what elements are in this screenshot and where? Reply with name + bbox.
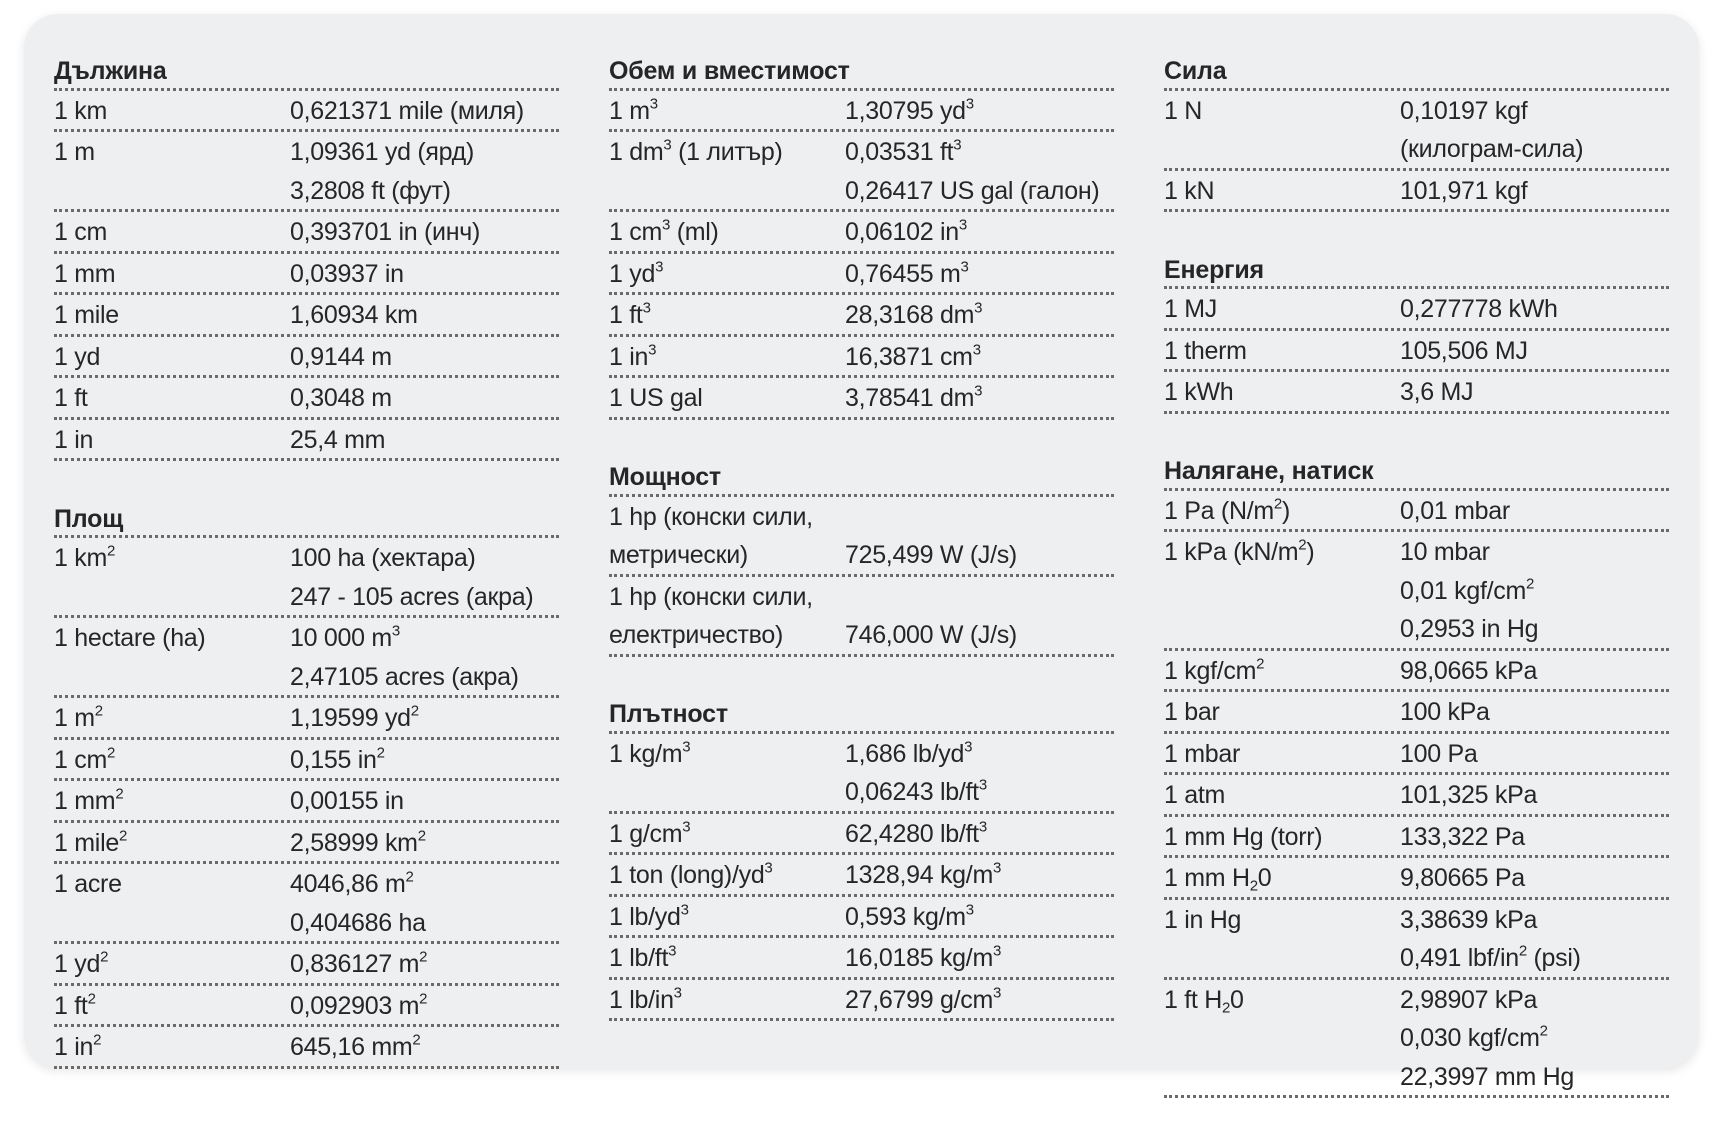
equivalent-values <box>290 618 559 695</box>
equivalent-value: 10 mbar <box>1400 538 1490 566</box>
unit-label-line: 1 $in^3$ <box>609 341 657 371</box>
equivalent-values <box>290 378 559 417</box>
unit-label-line: 1 hp (конски сили, <box>609 502 813 531</box>
unit-label <box>609 497 845 574</box>
unit-label <box>1164 171 1400 210</box>
equivalent-values <box>1400 734 1669 773</box>
unit-label <box>609 897 845 936</box>
equivalent-value: 1328,94 $kg/m^3$ <box>845 859 1002 889</box>
equivalent-values <box>845 734 1114 811</box>
equivalent-value: 27,6799 $g/cm^3$ <box>845 984 1002 1014</box>
conversion-row <box>1164 651 1669 693</box>
unit-label <box>54 378 290 417</box>
equivalent-values <box>290 864 559 941</box>
unit-label <box>609 295 845 334</box>
conversion-row <box>609 814 1114 856</box>
equivalent-value: 645,16 $mm^2$ <box>290 1031 421 1061</box>
unit-label <box>609 212 845 251</box>
section-title: Налягане, натиск <box>1164 452 1669 491</box>
unit-label-line: 1 mile$^2$ <box>54 827 127 857</box>
equivalent-values <box>290 91 559 130</box>
equivalent-value: 0,491 lbf/$in^2$ (psi) <box>1400 942 1581 972</box>
equivalent-values <box>845 212 1114 251</box>
unit-label-line: 1 mm $H_20$ <box>1164 864 1272 895</box>
conversion-section <box>54 52 559 461</box>
conversion-section <box>1164 52 1669 212</box>
unit-label <box>609 980 845 1019</box>
section-title: Сила <box>1164 52 1669 91</box>
equivalent-value: 101,325 kPa <box>1400 781 1538 809</box>
equivalent-value: 28,3168 $dm^3$ <box>845 299 983 329</box>
unit-label-line: 1 mbar <box>1164 739 1241 768</box>
equivalent-value: 2,58999 $km^2$ <box>290 827 426 857</box>
section-title: Дължина <box>54 52 559 91</box>
conversion-row <box>609 497 1114 577</box>
section-title: Площ <box>54 500 559 539</box>
equivalent-values <box>845 254 1114 293</box>
conversion-row <box>1164 289 1669 331</box>
equivalent-value: 4046,86 $m^2$ <box>290 868 414 898</box>
equivalent-value: 0,26417 US gal (галон) <box>845 176 1100 205</box>
conversion-row <box>609 295 1114 337</box>
equivalent-values <box>290 1027 559 1066</box>
unit-label-line: 1 $in^2$ <box>54 1031 102 1061</box>
unit-label <box>1164 980 1400 1096</box>
conversion-row <box>54 295 559 337</box>
conversion-row <box>54 212 559 254</box>
equivalent-value: 1,19599 $yd^2$ <box>290 702 419 732</box>
equivalent-values <box>290 740 559 779</box>
conversion-row <box>609 855 1114 897</box>
conversion-row <box>1164 817 1669 859</box>
unit-label <box>1164 900 1400 977</box>
equivalent-values <box>1400 692 1669 731</box>
conversion-row <box>54 740 559 782</box>
unit-label-line: 1 ft $H_20$ <box>1164 985 1244 1016</box>
column-2 <box>609 52 1114 1060</box>
unit-label-line: 1 m <box>54 138 95 166</box>
unit-label <box>54 781 290 820</box>
unit-label <box>54 91 290 130</box>
equivalent-value: 1,686 $lb/yd^3$ <box>845 738 973 768</box>
unit-label <box>609 938 845 977</box>
unit-label-line: 1 $m^3$ <box>609 95 658 125</box>
unit-label-line: електричество) <box>609 621 784 649</box>
equivalent-values <box>1400 491 1669 530</box>
column-3 <box>1164 52 1669 1137</box>
column-1 <box>54 52 559 1107</box>
conversion-row <box>1164 372 1669 414</box>
equivalent-values <box>290 132 559 209</box>
equivalent-values <box>845 295 1114 334</box>
conversion-row <box>54 378 559 420</box>
equivalent-values <box>845 577 1114 654</box>
unit-label <box>609 254 845 293</box>
equivalent-values <box>845 897 1114 936</box>
equivalent-values <box>1400 817 1669 856</box>
equivalent-value: 0,621371 mile (миля) <box>290 96 524 125</box>
unit-label <box>1164 817 1400 856</box>
equivalent-value: 133,322 Pa <box>1400 822 1525 851</box>
unit-label <box>54 698 290 737</box>
equivalent-value: 1,60934 km <box>290 301 418 329</box>
equivalent-value: 62,4280 $lb/ft^3$ <box>845 818 987 848</box>
equivalent-value: 3,38639 kPa <box>1400 905 1538 934</box>
equivalent-value: 725,499 W (J/s) <box>845 541 1017 569</box>
unit-label-line: 1 in Hg <box>1164 905 1242 934</box>
unit-label <box>54 132 290 209</box>
unit-label-line: 1 mile <box>54 301 119 329</box>
equivalent-value: 0,00155 in <box>290 787 404 815</box>
conversion-row <box>54 864 559 944</box>
conversion-section <box>1164 452 1669 1098</box>
equivalent-values <box>1400 372 1669 411</box>
equivalent-values <box>1400 171 1669 210</box>
unit-label-line: 1 mm Hg (torr) <box>1164 822 1323 851</box>
unit-label-line: 1 $m^2$ <box>54 702 103 732</box>
equivalent-value: 16,3871 $cm^3$ <box>845 341 981 371</box>
unit-label-line: 1 cm <box>54 218 107 246</box>
conversion-row <box>54 986 559 1028</box>
unit-label-line: 1 atm <box>1164 781 1226 809</box>
unit-label <box>1164 289 1400 328</box>
equivalent-value: 3,2808 ft (фут) <box>290 176 451 205</box>
equivalent-value: 0,593 $kg/m^3$ <box>845 901 974 931</box>
conversion-row <box>609 577 1114 657</box>
unit-label-line: 1 US gal <box>609 384 703 412</box>
equivalent-value: 3,6 MJ <box>1400 378 1474 406</box>
unit-label-line: 1 $lb/in^3$ <box>609 984 682 1014</box>
unit-label-line: 1 kN <box>1164 176 1215 205</box>
equivalent-value: 0,2953 in Hg <box>1400 615 1539 643</box>
conversion-row <box>1164 734 1669 776</box>
equivalent-values <box>845 337 1114 376</box>
conversion-section <box>54 500 559 1069</box>
equivalent-values <box>290 944 559 983</box>
conversion-row <box>609 980 1114 1022</box>
equivalent-value: 0,06102 $in^3$ <box>845 216 967 246</box>
unit-label-line: 1 $ft^2$ <box>54 990 96 1020</box>
unit-label-line: 1 $cm^3$ (ml) <box>609 216 719 246</box>
unit-label-line: 1 ton $(long)/yd^3$ <box>609 859 773 889</box>
conversion-row <box>54 618 559 698</box>
equivalent-values <box>290 823 559 862</box>
conversion-section <box>1164 251 1669 414</box>
equivalent-values <box>290 781 559 820</box>
conversion-row <box>609 254 1114 296</box>
conversion-row <box>54 337 559 379</box>
unit-label-line: 1 ft <box>54 384 88 412</box>
unit-label-line: 1 bar <box>1164 698 1220 726</box>
conversion-section <box>609 458 1114 657</box>
unit-label <box>609 91 845 130</box>
equivalent-value: 0,06243 $lb/ft^3$ <box>845 776 987 806</box>
unit-label-line: 1 in <box>54 425 94 454</box>
unit-label-line: 1 hectare (ha) <box>54 624 206 652</box>
conversion-row <box>1164 91 1669 171</box>
equivalent-values <box>290 986 559 1025</box>
unit-label-line: 1 $lb/yd^3$ <box>609 901 689 931</box>
conversion-row <box>1164 491 1669 533</box>
unit-label-line: 1 N <box>1164 96 1203 125</box>
conversion-row <box>609 337 1114 379</box>
unit-label-line: 1 $dm^3$ (1 литър) <box>609 136 783 166</box>
equivalent-value: 9,80665 Pa <box>1400 864 1525 892</box>
conversion-card <box>24 14 1699 1091</box>
conversion-row <box>54 91 559 133</box>
equivalent-value: 101,971 kgf <box>1400 176 1528 205</box>
equivalent-value: 16,0185 $kg/m^3$ <box>845 942 1002 972</box>
conversion-row <box>54 538 559 618</box>
unit-label <box>54 337 290 376</box>
conversion-row <box>609 132 1114 212</box>
unit-label-line: 1 $km^2$ <box>54 542 116 572</box>
section-title: Мощност <box>609 458 1114 497</box>
conversion-row <box>54 132 559 212</box>
section-title: Обем и вместимост <box>609 52 1114 91</box>
equivalent-value: 105,506 MJ <box>1400 336 1528 365</box>
unit-label <box>1164 651 1400 690</box>
conversion-row <box>54 420 559 462</box>
equivalent-value: 247 - 105 acres (акра) <box>290 582 534 611</box>
conversion-row <box>609 734 1114 814</box>
conversion-section <box>609 52 1114 420</box>
conversion-row <box>54 823 559 865</box>
conversion-row <box>1164 980 1669 1099</box>
equivalent-value: 0,03531 $ft^3$ <box>845 136 962 166</box>
unit-label <box>1164 532 1400 648</box>
equivalent-values <box>290 295 559 334</box>
equivalent-value: 100 ha (хектара) <box>290 544 476 572</box>
equivalent-value: 0,404686 ha <box>290 908 426 937</box>
conversion-row <box>609 91 1114 133</box>
equivalent-values <box>290 212 559 251</box>
unit-label-line: 1 $yd^3$ <box>609 258 664 288</box>
unit-label <box>54 295 290 334</box>
equivalent-value: (килограм-сила) <box>1400 135 1584 163</box>
equivalent-value: 1,09361 yd (ярд) <box>290 138 474 166</box>
unit-label-line: 1 acre <box>54 870 122 898</box>
equivalent-value <box>845 497 1114 536</box>
unit-label-line: метрически) <box>609 541 748 569</box>
equivalent-value: 3,78541 $dm^3$ <box>845 382 983 412</box>
unit-label <box>609 132 845 209</box>
equivalent-values <box>1400 289 1669 328</box>
unit-label-line: 1 Pa $(N/m^2)$ <box>1164 495 1290 525</box>
unit-label-line: 1 kgf/$cm^2$ <box>1164 655 1265 685</box>
equivalent-value: 25,4 mm <box>290 425 386 454</box>
unit-label-line: 1 hp (конски сили, <box>609 582 813 611</box>
equivalent-value: 0,393701 in (инч) <box>290 218 480 246</box>
conversion-row <box>1164 532 1669 651</box>
unit-label <box>1164 734 1400 773</box>
equivalent-values <box>1400 651 1669 690</box>
equivalent-values <box>845 980 1114 1019</box>
unit-label-line: 1 kPa $(kN/m^2)$ <box>1164 536 1315 566</box>
conversion-row <box>54 781 559 823</box>
equivalent-value: 0,76455 $m^3$ <box>845 258 969 288</box>
equivalent-value: 0,092903 $m^2$ <box>290 990 428 1020</box>
section-title: Плътност <box>609 695 1114 734</box>
equivalent-value: 1,30795 $yd^3$ <box>845 95 974 125</box>
equivalent-value: 100 kPa <box>1400 698 1490 726</box>
equivalent-value: 2,98907 kPa <box>1400 985 1538 1014</box>
unit-label-line: 1 mm <box>54 259 116 288</box>
unit-label <box>609 337 845 376</box>
equivalent-value: 22,3997 mm Hg <box>1400 1062 1574 1091</box>
unit-label <box>609 577 845 654</box>
equivalent-values <box>845 855 1114 894</box>
conversion-row <box>1164 858 1669 900</box>
conversion-section <box>609 695 1114 1021</box>
equivalent-values <box>845 91 1114 130</box>
unit-label <box>609 378 845 417</box>
unit-label-line: 1 $g/cm^3$ <box>609 818 691 848</box>
equivalent-value: 0,3048 m <box>290 384 392 412</box>
equivalent-value: 0,01 mbar <box>1400 496 1510 525</box>
equivalent-values <box>845 938 1114 977</box>
unit-label-line: 1 therm <box>1164 336 1247 365</box>
conversion-row <box>1164 692 1669 734</box>
equivalent-value <box>845 577 1114 616</box>
unit-label <box>54 740 290 779</box>
unit-label-line: 1 yd <box>54 342 101 371</box>
unit-label-line: 1 $kg/m^3$ <box>609 738 691 768</box>
equivalent-value: 0,277778 kWh <box>1400 295 1558 323</box>
unit-label <box>609 734 845 811</box>
unit-label <box>1164 331 1400 370</box>
unit-label <box>54 944 290 983</box>
equivalent-values <box>845 132 1114 209</box>
equivalent-values <box>290 420 559 459</box>
conversion-row <box>54 944 559 986</box>
equivalent-value: 0,03937 in <box>290 259 404 288</box>
equivalent-value: 0,155 $in^2$ <box>290 744 385 774</box>
unit-label <box>54 864 290 941</box>
equivalent-values <box>1400 331 1669 370</box>
equivalent-values <box>290 698 559 737</box>
conversion-row <box>609 897 1114 939</box>
equivalent-values <box>845 378 1114 417</box>
conversion-row <box>54 254 559 296</box>
unit-label <box>54 618 290 695</box>
unit-label <box>1164 858 1400 897</box>
equivalent-value: 0,030 kgf/$cm^2$ <box>1400 1022 1548 1052</box>
equivalent-values <box>1400 980 1669 1096</box>
conversion-row <box>1164 331 1669 373</box>
conversion-row <box>1164 900 1669 980</box>
equivalent-values <box>845 814 1114 853</box>
conversion-row <box>609 212 1114 254</box>
equivalent-value: 0,9144 m <box>290 342 392 371</box>
equivalent-values <box>845 497 1114 574</box>
unit-label <box>54 538 290 615</box>
conversion-row <box>1164 775 1669 817</box>
unit-label-line: 1 $ft^3$ <box>609 299 651 329</box>
unit-label-line: 1 km <box>54 96 107 125</box>
equivalent-value: 98,0665 kPa <box>1400 656 1538 685</box>
unit-label <box>609 814 845 853</box>
equivalent-value: 10 000 $m^3$ <box>290 622 400 652</box>
equivalent-values <box>290 337 559 376</box>
equivalent-values <box>290 254 559 293</box>
conversion-row <box>609 938 1114 980</box>
unit-label <box>54 254 290 293</box>
equivalent-values <box>1400 532 1669 648</box>
unit-label <box>54 420 290 459</box>
unit-label-line: 1 $yd^2$ <box>54 948 109 978</box>
equivalent-values <box>1400 900 1669 977</box>
equivalent-values <box>1400 91 1669 168</box>
section-title: Енергия <box>1164 251 1669 290</box>
unit-label-line: 1 $mm^2$ <box>54 785 124 815</box>
unit-label <box>54 986 290 1025</box>
equivalent-values <box>1400 858 1669 897</box>
equivalent-value: 746,000 W (J/s) <box>845 621 1017 649</box>
conversion-row <box>609 378 1114 420</box>
equivalent-value: 0,10197 kgf <box>1400 96 1528 125</box>
equivalent-value: 0,01 kgf/$cm^2$ <box>1400 575 1535 605</box>
conversion-row <box>1164 171 1669 213</box>
unit-label <box>54 823 290 862</box>
unit-label <box>1164 775 1400 814</box>
equivalent-value: 0,836127 $m^2$ <box>290 948 428 978</box>
conversion-row <box>54 698 559 740</box>
conversion-row <box>54 1027 559 1069</box>
unit-label <box>1164 491 1400 530</box>
unit-label <box>54 1027 290 1066</box>
equivalent-values <box>1400 775 1669 814</box>
equivalent-value: 100 Pa <box>1400 739 1478 768</box>
unit-label <box>54 212 290 251</box>
equivalent-value: 2,47105 acres (акра) <box>290 662 519 691</box>
equivalent-values <box>290 538 559 615</box>
unit-label-line: 1 kWh <box>1164 378 1234 406</box>
unit-label-line: 1 MJ <box>1164 295 1217 323</box>
unit-label-line: 1 $lb/ft^3$ <box>609 942 677 972</box>
unit-label <box>609 855 845 894</box>
unit-label-line: 1 $cm^2$ <box>54 744 116 774</box>
unit-label <box>1164 372 1400 411</box>
unit-label <box>1164 692 1400 731</box>
unit-label <box>1164 91 1400 168</box>
